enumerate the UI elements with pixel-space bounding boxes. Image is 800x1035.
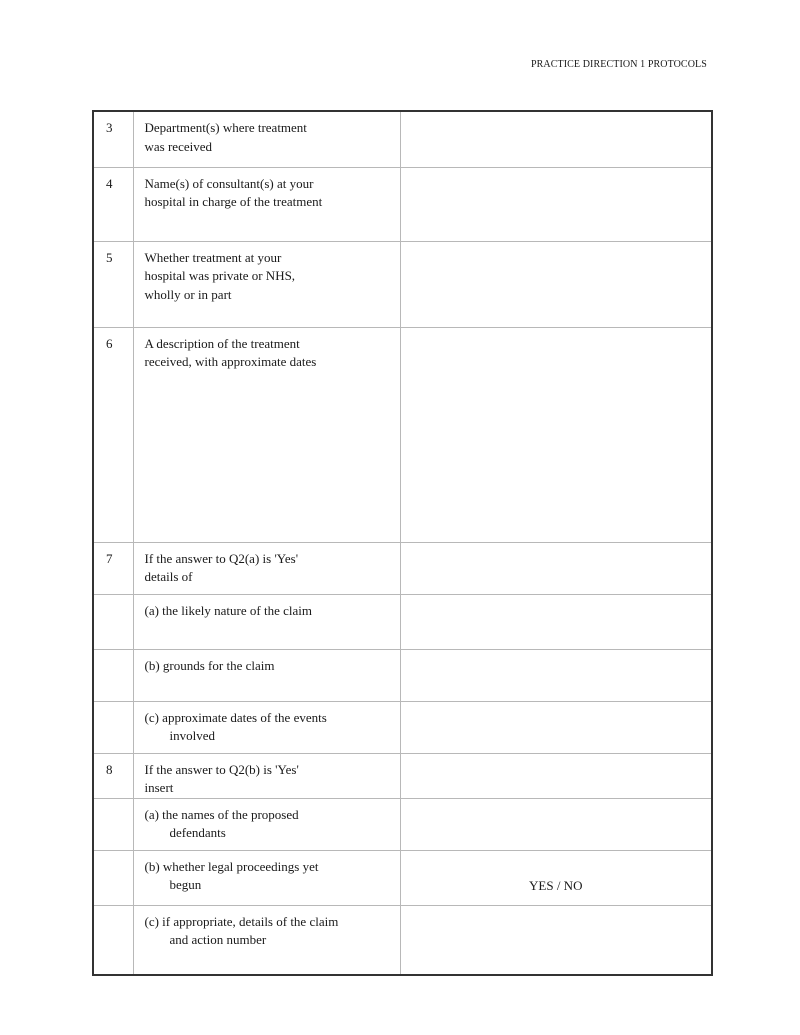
table-row <box>93 798 712 850</box>
question-label: (a) the names of the proposed defendants <box>133 798 400 850</box>
answer-cell[interactable] <box>400 798 712 850</box>
answer-cell[interactable] <box>400 241 712 327</box>
question-number <box>93 850 133 905</box>
question-number <box>93 649 133 701</box>
question-number: 3 <box>93 111 133 167</box>
question-label: Department(s) where treatment was received <box>133 111 400 167</box>
question-number <box>93 905 133 975</box>
page-header: PRACTICE DIRECTION 1 PROTOCOLS <box>531 59 707 70</box>
answer-cell[interactable] <box>400 542 712 594</box>
answer-cell[interactable] <box>400 167 712 241</box>
question-number <box>93 798 133 850</box>
table-row <box>93 111 712 167</box>
answer-cell[interactable] <box>400 753 712 798</box>
question-number: 5 <box>93 241 133 327</box>
table-row <box>93 167 712 241</box>
question-label: (b) grounds for the claim <box>133 649 400 701</box>
table-row <box>93 850 712 905</box>
table-row <box>93 594 712 649</box>
question-label: Name(s) of consultant(s) at your hospital in charge of the treatment <box>133 167 400 241</box>
answer-cell[interactable] <box>400 594 712 649</box>
question-label: (a) the likely nature of the claim <box>133 594 400 649</box>
question-label: A description of the treatment received, with approximate dates <box>133 327 400 542</box>
table-row <box>93 753 712 798</box>
answer-cell[interactable] <box>400 111 712 167</box>
answer-cell[interactable] <box>400 701 712 753</box>
table-row <box>93 241 712 327</box>
question-label: (c) if appropriate, details of the claim and action number <box>133 905 400 975</box>
answer-cell[interactable] <box>400 649 712 701</box>
question-number <box>93 594 133 649</box>
question-number: 6 <box>93 327 133 542</box>
table-row <box>93 542 712 594</box>
question-number <box>93 701 133 753</box>
table-row <box>93 327 712 542</box>
table-row <box>93 701 712 753</box>
question-number: 7 <box>93 542 133 594</box>
question-number: 4 <box>93 167 133 241</box>
protocol-form-table <box>92 110 713 976</box>
table-row <box>93 649 712 701</box>
question-number: 8 <box>93 753 133 798</box>
question-label: If the answer to Q2(b) is 'Yes' insert <box>133 753 400 798</box>
table-row <box>93 905 712 975</box>
question-label: (c) approximate dates of the events involved <box>133 701 400 753</box>
answer-cell[interactable] <box>400 905 712 975</box>
question-label: If the answer to Q2(a) is 'Yes' details of <box>133 542 400 594</box>
question-label: Whether treatment at your hospital was private or NHS, wholly or in part <box>133 241 400 327</box>
question-label: (b) whether legal proceedings yet begun <box>133 850 400 905</box>
yes-no-answer[interactable]: YES / NO <box>400 850 712 905</box>
answer-cell[interactable] <box>400 327 712 542</box>
